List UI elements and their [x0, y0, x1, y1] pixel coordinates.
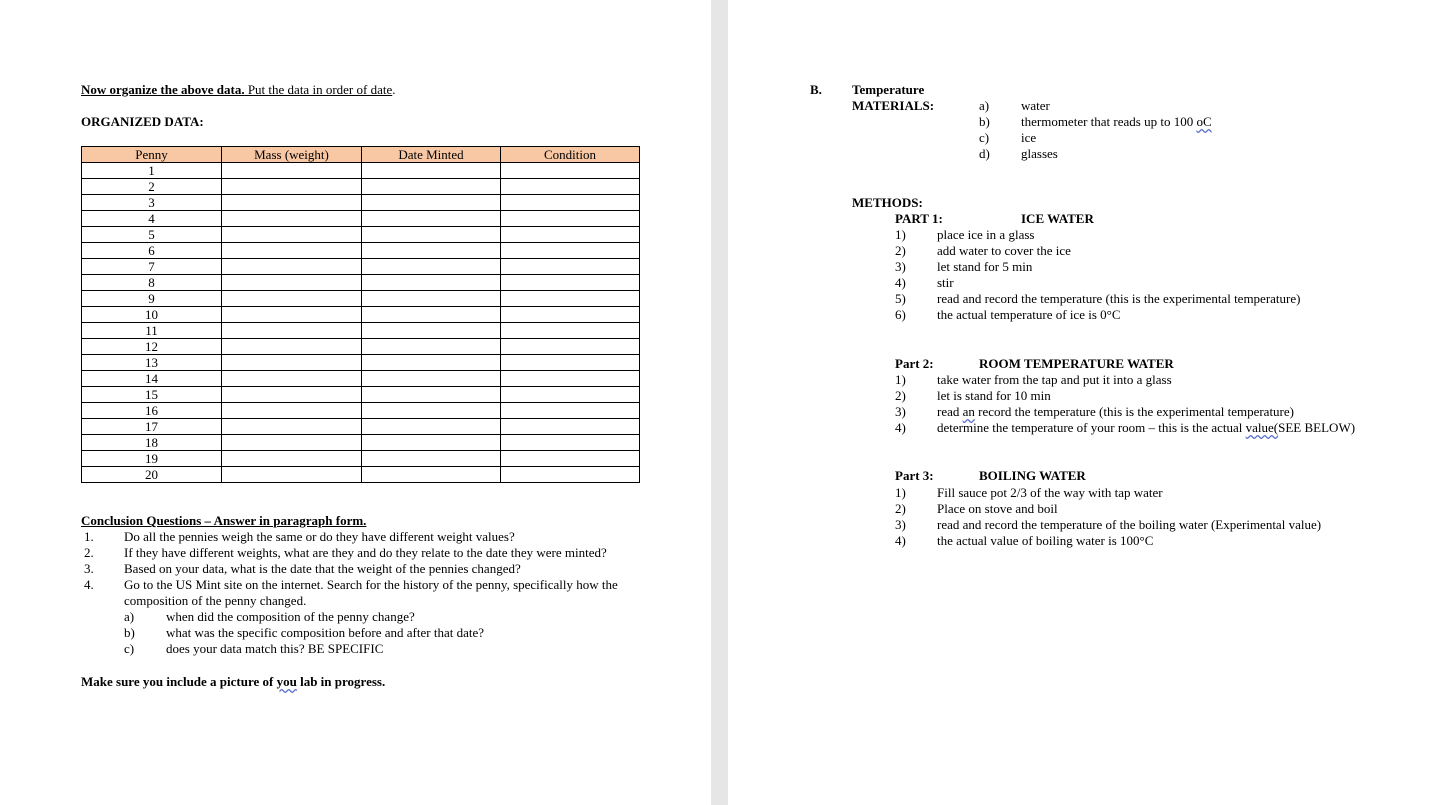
- date-minted-cell: [362, 275, 501, 291]
- date-minted-cell: [362, 195, 501, 211]
- question-num: 3.: [84, 561, 94, 576]
- condition-cell: [501, 355, 640, 371]
- step-num: 1): [895, 485, 906, 500]
- penny-number-cell: 4: [82, 211, 222, 227]
- step-text: read and record the temperature of the boiling water (Experimental value): [937, 517, 1322, 532]
- part2-label: Part 2:: [895, 356, 934, 371]
- penny-data-table: [81, 146, 640, 483]
- condition-cell: [501, 227, 640, 243]
- final-note-you: you: [276, 674, 297, 689]
- question-text: If they have different weights, what are they and do they relate to the date they were minted?: [124, 545, 607, 560]
- date-minted-cell: [362, 419, 501, 435]
- col-header-date-minted: Date Minted: [362, 147, 501, 163]
- date-minted-cell: [362, 355, 501, 371]
- date-minted-cell: [362, 339, 501, 355]
- question-text: Go to the US Mint site on the internet. Search for the history of the penny, specifically how the: [124, 577, 618, 592]
- table-row: [82, 275, 640, 291]
- page-gutter: [711, 0, 728, 805]
- date-minted-cell: [362, 323, 501, 339]
- condition-cell: [501, 259, 640, 275]
- part3-label: Part 3:: [895, 468, 934, 483]
- date-minted-cell: [362, 371, 501, 387]
- step-text: stir: [937, 275, 954, 290]
- penny-number-cell: 10: [82, 307, 222, 323]
- penny-number-cell: 15: [82, 387, 222, 403]
- step-num: 3): [895, 259, 906, 274]
- condition-cell: [501, 163, 640, 179]
- table-row: [82, 179, 640, 195]
- subquestion-text: does your data match this? BE SPECIFIC: [166, 641, 384, 656]
- col-header-mass: Mass (weight): [222, 147, 362, 163]
- step-text: the actual value of boiling water is 100°C: [937, 533, 1154, 548]
- step-text: add water to cover the ice: [937, 243, 1071, 258]
- mass-cell: [222, 307, 362, 323]
- mass-cell: [222, 179, 362, 195]
- part1-label: PART 1:: [895, 211, 943, 226]
- table-row: [82, 419, 640, 435]
- final-note: [81, 674, 385, 690]
- penny-number-cell: 19: [82, 451, 222, 467]
- material-label: b): [979, 114, 990, 129]
- table-row: [82, 371, 640, 387]
- question-num: 4.: [84, 577, 94, 592]
- date-minted-cell: [362, 163, 501, 179]
- step-text-pre: read: [937, 404, 963, 419]
- mass-cell: [222, 211, 362, 227]
- date-minted-cell: [362, 307, 501, 323]
- date-minted-cell: [362, 435, 501, 451]
- condition-cell: [501, 435, 640, 451]
- mass-cell: [222, 259, 362, 275]
- table-row: [82, 403, 640, 419]
- col-header-condition: Condition: [501, 147, 640, 163]
- table-row: [82, 339, 640, 355]
- penny-number-cell: 17: [82, 419, 222, 435]
- mass-cell: [222, 227, 362, 243]
- material-unit: oC: [1196, 114, 1212, 129]
- step-num: 4): [895, 533, 906, 548]
- organize-heading-period: .: [392, 82, 396, 97]
- mass-cell: [222, 339, 362, 355]
- part1-title: ICE WATER: [1021, 211, 1094, 226]
- step-text-post: SEE BELOW): [1278, 420, 1356, 435]
- mass-cell: [222, 467, 362, 483]
- material-label: c): [979, 130, 990, 145]
- penny-number-cell: 12: [82, 339, 222, 355]
- organize-heading-rest: Put the data in order of date: [244, 82, 393, 97]
- condition-cell: [501, 195, 640, 211]
- step-num: 2): [895, 243, 906, 258]
- table-row: [82, 307, 640, 323]
- condition-cell: [501, 307, 640, 323]
- organized-data-label: ORGANIZED DATA:: [81, 114, 204, 129]
- methods-label: METHODS:: [852, 195, 923, 210]
- step-text-flagged: value(: [1245, 420, 1279, 435]
- date-minted-cell: [362, 403, 501, 419]
- table-body: [82, 163, 640, 483]
- step-text: [937, 420, 1355, 436]
- step-num: 5): [895, 291, 906, 306]
- date-minted-cell: [362, 259, 501, 275]
- condition-cell: [501, 275, 640, 291]
- date-minted-cell: [362, 227, 501, 243]
- mass-cell: [222, 291, 362, 307]
- step-num: 4): [895, 275, 906, 290]
- question-num: 1.: [84, 529, 94, 544]
- final-note-pre: Make sure you include a picture of: [81, 674, 277, 689]
- table-row: [82, 227, 640, 243]
- document-page-right: [728, 0, 1441, 805]
- mass-cell: [222, 451, 362, 467]
- question-num: 2.: [84, 545, 94, 560]
- mass-cell: [222, 355, 362, 371]
- material-text: glasses: [1021, 146, 1058, 161]
- document-page-left: [0, 0, 711, 805]
- materials-label: MATERIALS:: [852, 98, 935, 113]
- table-row: [82, 435, 640, 451]
- question-text-continued: composition of the penny changed.: [124, 593, 307, 608]
- step-text-flagged: an: [962, 404, 975, 419]
- condition-cell: [501, 179, 640, 195]
- conclusion-title: Conclusion Questions – Answer in paragraph form.: [81, 513, 367, 528]
- condition-cell: [501, 467, 640, 483]
- step-text-post: record the temperature (this is the experimental temperature): [974, 404, 1294, 419]
- step-num: 3): [895, 404, 906, 419]
- condition-cell: [501, 323, 640, 339]
- penny-number-cell: 9: [82, 291, 222, 307]
- table-row: [82, 195, 640, 211]
- table-header-row: [82, 147, 640, 163]
- part2-title: ROOM TEMPERATURE WATER: [979, 356, 1174, 371]
- subquestion-label: a): [124, 609, 135, 624]
- final-note-post: lab in progress.: [296, 674, 386, 689]
- penny-number-cell: 3: [82, 195, 222, 211]
- step-text: let is stand for 10 min: [937, 388, 1051, 403]
- step-text: [937, 404, 1294, 420]
- step-num: 2): [895, 388, 906, 403]
- penny-number-cell: 16: [82, 403, 222, 419]
- material-text: ice: [1021, 130, 1037, 145]
- table-row: [82, 451, 640, 467]
- material-text: water: [1021, 98, 1050, 113]
- penny-number-cell: 11: [82, 323, 222, 339]
- question-text: Do all the pennies weigh the same or do they have different weight values?: [124, 529, 515, 544]
- mass-cell: [222, 403, 362, 419]
- step-num: 4): [895, 420, 906, 435]
- table-row: [82, 259, 640, 275]
- step-num: 1): [895, 372, 906, 387]
- col-header-penny: Penny: [82, 147, 222, 163]
- mass-cell: [222, 371, 362, 387]
- subquestion-label: b): [124, 625, 135, 640]
- penny-number-cell: 6: [82, 243, 222, 259]
- table-row: [82, 163, 640, 179]
- date-minted-cell: [362, 243, 501, 259]
- penny-number-cell: 20: [82, 467, 222, 483]
- subquestion-label: c): [124, 641, 135, 656]
- penny-number-cell: 2: [82, 179, 222, 195]
- step-text: Fill sauce pot 2/3 of the way with tap water: [937, 485, 1163, 500]
- material-label: d): [979, 146, 990, 161]
- step-num: 6): [895, 307, 906, 322]
- table-row: [82, 243, 640, 259]
- penny-number-cell: 7: [82, 259, 222, 275]
- date-minted-cell: [362, 387, 501, 403]
- step-num: 1): [895, 227, 906, 242]
- part3-title: BOILING WATER: [979, 468, 1086, 483]
- subquestion-text: what was the specific composition before and after that date?: [166, 625, 485, 640]
- table-row: [82, 387, 640, 403]
- section-title: Temperature: [852, 82, 925, 97]
- step-text-pre: determine the temperature of your room – this is the actual: [937, 420, 1246, 435]
- penny-number-cell: 8: [82, 275, 222, 291]
- date-minted-cell: [362, 467, 501, 483]
- mass-cell: [222, 435, 362, 451]
- material-text: thermometer that reads up to 100: [1021, 114, 1197, 129]
- condition-cell: [501, 211, 640, 227]
- condition-cell: [501, 403, 640, 419]
- condition-cell: [501, 371, 640, 387]
- mass-cell: [222, 387, 362, 403]
- mass-cell: [222, 195, 362, 211]
- date-minted-cell: [362, 179, 501, 195]
- date-minted-cell: [362, 451, 501, 467]
- material-label: a): [979, 98, 990, 113]
- condition-cell: [501, 339, 640, 355]
- table-row: [82, 355, 640, 371]
- penny-number-cell: 13: [82, 355, 222, 371]
- organize-heading: [81, 82, 395, 98]
- section-letter: B.: [810, 82, 822, 97]
- mass-cell: [222, 163, 362, 179]
- step-text: place ice in a glass: [937, 227, 1035, 242]
- mass-cell: [222, 323, 362, 339]
- penny-number-cell: 18: [82, 435, 222, 451]
- condition-cell: [501, 291, 640, 307]
- table-row: [82, 323, 640, 339]
- step-text: read and record the temperature (this is the experimental temperature): [937, 291, 1301, 306]
- step-text: let stand for 5 min: [937, 259, 1033, 274]
- penny-number-cell: 5: [82, 227, 222, 243]
- date-minted-cell: [362, 211, 501, 227]
- mass-cell: [222, 275, 362, 291]
- mass-cell: [222, 419, 362, 435]
- table-row: [82, 211, 640, 227]
- subquestion-text: when did the composition of the penny change?: [166, 609, 415, 624]
- step-text: take water from the tap and put it into a glass: [937, 372, 1172, 387]
- condition-cell: [501, 419, 640, 435]
- table-row: [82, 291, 640, 307]
- question-text: Based on your data, what is the date that the weight of the pennies changed?: [124, 561, 521, 576]
- penny-number-cell: 14: [82, 371, 222, 387]
- condition-cell: [501, 451, 640, 467]
- mass-cell: [222, 243, 362, 259]
- organize-heading-bold: Now organize the above data.: [81, 82, 245, 97]
- step-num: 2): [895, 501, 906, 516]
- penny-number-cell: 1: [82, 163, 222, 179]
- step-num: 3): [895, 517, 906, 532]
- step-text: Place on stove and boil: [937, 501, 1058, 516]
- material-item: [1021, 114, 1212, 130]
- step-text: the actual temperature of ice is 0°C: [937, 307, 1121, 322]
- date-minted-cell: [362, 291, 501, 307]
- table-row: [82, 467, 640, 483]
- condition-cell: [501, 387, 640, 403]
- condition-cell: [501, 243, 640, 259]
